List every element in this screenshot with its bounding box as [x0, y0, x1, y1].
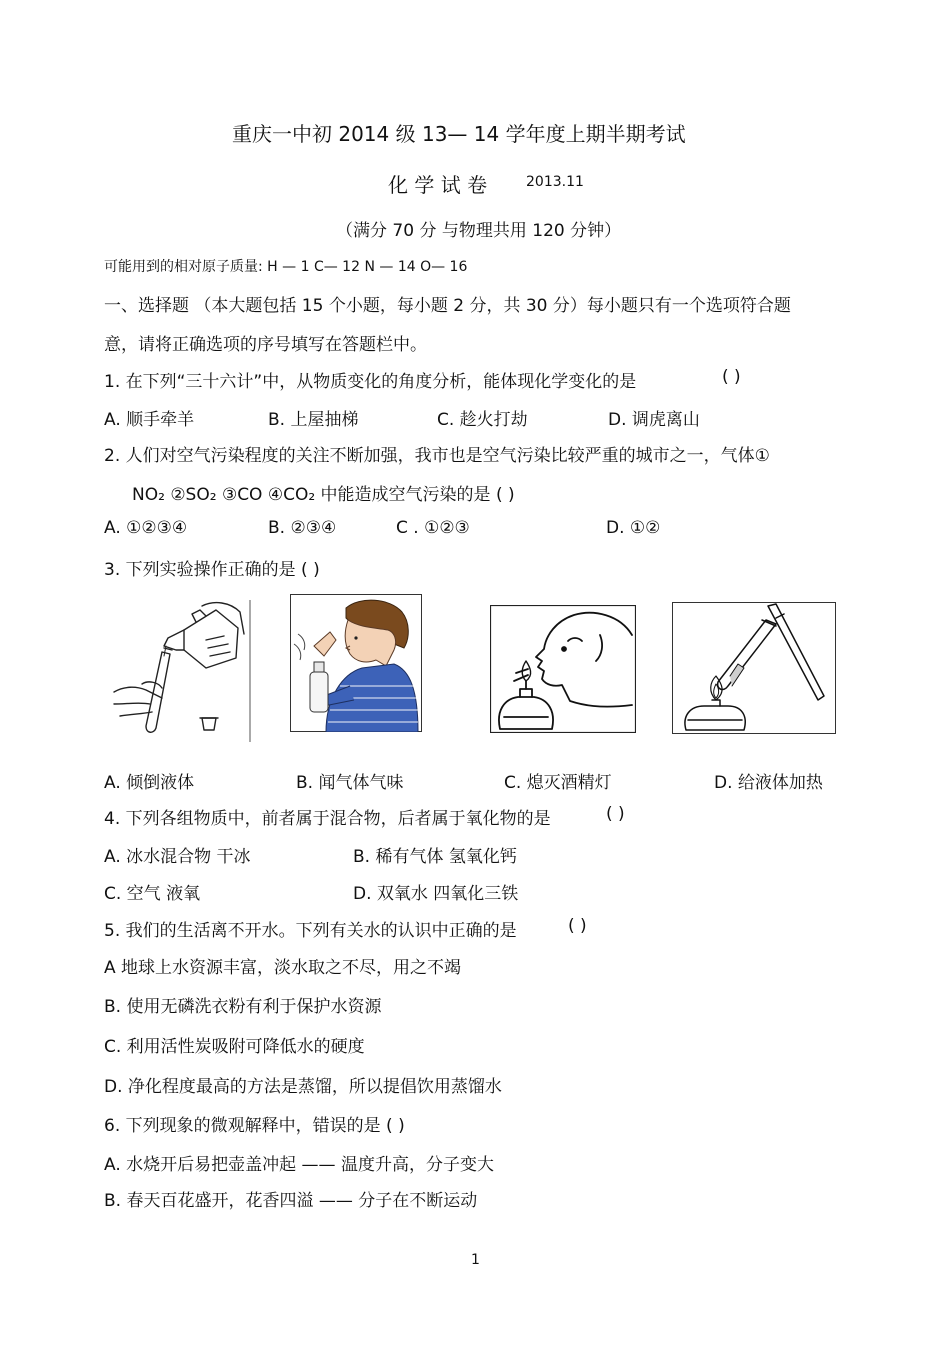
- score-time-note: （满分 70 分 与物理共用 120 分钟）: [336, 221, 622, 241]
- question-1-option-c[interactable]: C. 趁火打劫: [437, 410, 528, 430]
- pouring-liquid-figure: [106, 600, 254, 742]
- question-3-option-c[interactable]: C. 熄灭酒精灯: [504, 773, 612, 793]
- question-2-option-b[interactable]: B. ②③④: [268, 518, 337, 538]
- question-1-option-b[interactable]: B. 上屋抽梯: [268, 410, 359, 430]
- question-5-option-a[interactable]: A 地球上水资源丰富，淡水取之不尽，用之不竭: [104, 958, 462, 978]
- question-6-option-b[interactable]: B. 春天百花盛开，花香四溢 —— 分子在不断运动: [104, 1191, 478, 1211]
- question-1-option-a[interactable]: A. 顺手牵羊: [104, 410, 195, 430]
- question-3-option-b[interactable]: B. 闻气体气味: [296, 773, 404, 793]
- section-heading-line2: 意，请将正确选项的序号填写在答题栏中。: [104, 335, 427, 355]
- question-1-answer-blank: ( ): [722, 367, 741, 387]
- smelling-gas-figure: [290, 594, 422, 732]
- question-4-option-c[interactable]: C. 空气 液氧: [104, 884, 201, 904]
- question-3-option-d[interactable]: D. 给液体加热: [714, 773, 823, 793]
- question-2-option-d[interactable]: D. ①②: [606, 518, 661, 538]
- question-2-option-a[interactable]: A. ①②③④: [104, 518, 188, 538]
- alcohol-lamp-figure: [490, 605, 636, 733]
- question-6-stem: 6. 下列现象的微观解释中，错误的是 ( ): [104, 1116, 405, 1136]
- page-number: 1: [471, 1252, 480, 1268]
- atomic-mass-line: 可能用到的相对原子质量: H — 1 C— 12 N — 14 O— 16: [104, 259, 468, 275]
- question-5-option-c[interactable]: C. 利用活性炭吸附可降低水的硬度: [104, 1037, 365, 1057]
- question-5-option-d[interactable]: D. 净化程度最高的方法是蒸馏，所以提倡饮用蒸馏水: [104, 1077, 502, 1097]
- heating-liquid-figure: [672, 602, 836, 734]
- question-5-option-b[interactable]: B. 使用无磷洗衣粉有利于保护水资源: [104, 997, 382, 1017]
- question-4-option-b[interactable]: B. 稀有气体 氢氧化钙: [353, 847, 517, 867]
- paper-date: 2013.11: [526, 174, 584, 190]
- question-4-option-a[interactable]: A. 冰水混合物 干冰: [104, 847, 251, 867]
- question-2-stem: 2. 人们对空气污染程度的关注不断加强，我市也是空气污染比较严重的城市之一，气体①: [104, 446, 770, 466]
- exam-title: 重庆一中初 2014 级 13— 14 学年度上期半期考试: [232, 122, 686, 146]
- question-1-stem: 1. 在下列“三十六计”中，从物质变化的角度分析，能体现化学变化的是: [104, 372, 637, 392]
- section-heading-line1: 一、选择题 （本大题包括 15 个小题，每小题 2 分，共 30 分）每小题只有一个选项符合题: [104, 296, 791, 316]
- question-4-answer-blank: ( ): [606, 804, 625, 824]
- question-3-stem: 3. 下列实验操作正确的是 ( ): [104, 560, 320, 580]
- question-4-stem: 4. 下列各组物质中，前者属于混合物，后者属于氧化物的是: [104, 809, 551, 829]
- question-2-stem-cont: NO₂ ②SO₂ ③CO ④CO₂ 中能造成空气污染的是 ( ): [132, 485, 515, 505]
- question-4-option-d[interactable]: D. 双氧水 四氧化三铁: [353, 884, 519, 904]
- question-2-option-c[interactable]: C . ①②③: [396, 518, 470, 538]
- question-1-option-d[interactable]: D. 调虎离山: [608, 410, 700, 430]
- question-6-option-a[interactable]: A. 水烧开后易把壶盖冲起 —— 温度升高，分子变大: [104, 1155, 494, 1175]
- paper-subtitle: 化 学 试 卷: [388, 173, 488, 197]
- question-5-stem: 5. 我们的生活离不开水。下列有关水的认识中正确的是: [104, 921, 517, 941]
- question-3-option-a[interactable]: A. 倾倒液体: [104, 773, 195, 793]
- question-5-answer-blank: ( ): [568, 916, 587, 936]
